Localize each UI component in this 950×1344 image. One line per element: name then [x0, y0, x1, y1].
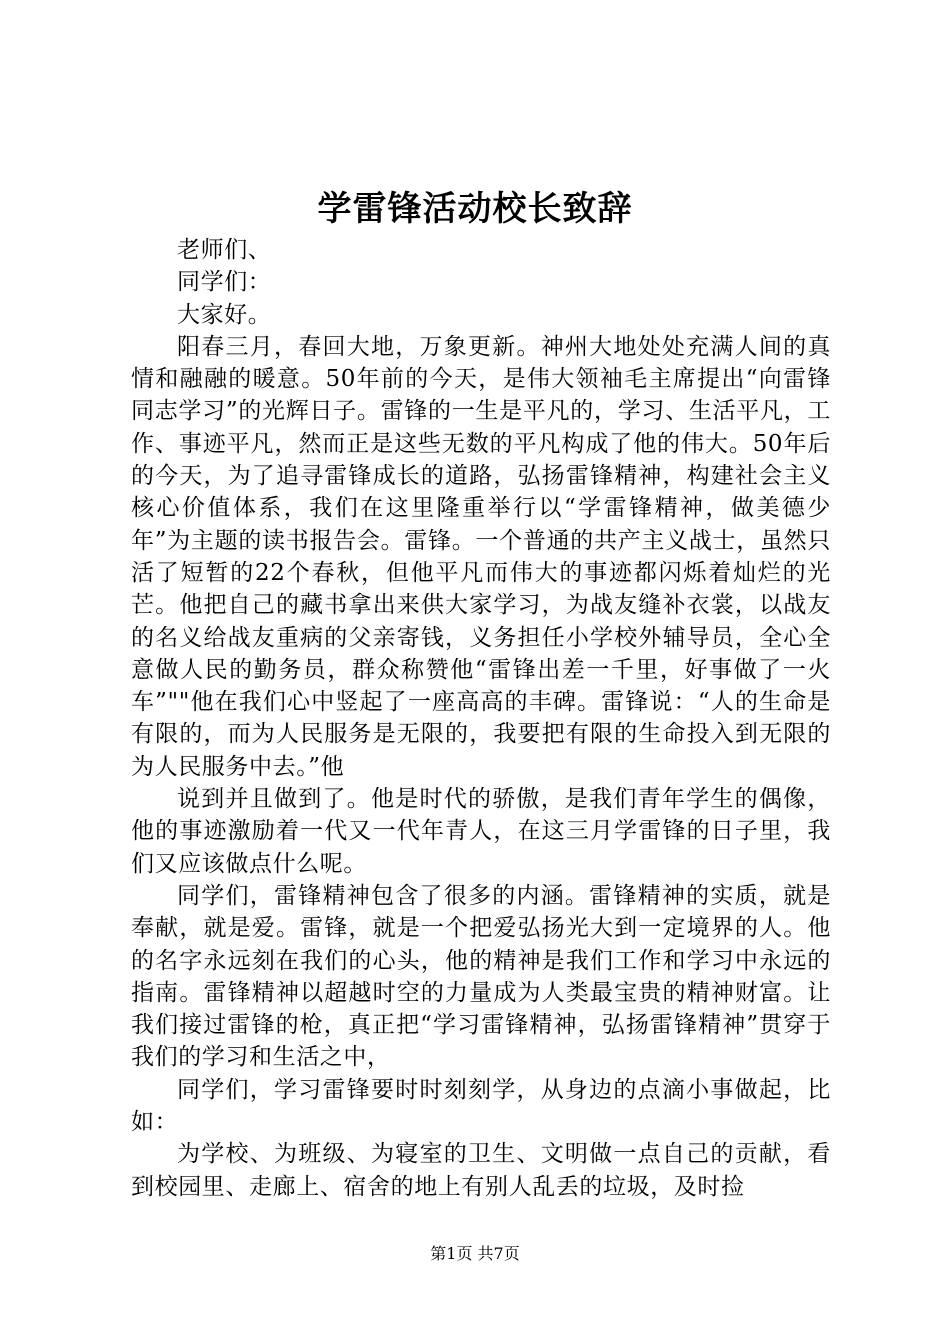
salutation-teachers: 老师们、 [177, 237, 272, 263]
document-title: 学雷锋活动校长致辞 [317, 189, 633, 229]
salutation-students: 同学们： [177, 269, 272, 296]
greeting: 大家好。 [177, 301, 272, 328]
body-paragraph: 说到并且做到了。他是时代的骄傲，是我们青年学生的偶像，他的事迹激励着一代又一代年青人，在这三月学雷锋的日子里，我们又应该做点什么呢。 [131, 786, 831, 877]
body-paragraph: 阳春三月，春回大地，万象更新。神州大地处处充满人间的真情和融融的暖意。50年前的今天，是伟大领袖毛主席提出“向雷锋同志学习”的光辉日子。雷锋的一生是平凡的，学习、生活平凡，工作、事迹平凡，然而正是这些无数的平凡构成了他的伟大。50年后的今天，为了追寻雷锋成长的道路，弘扬雷锋精神，构建社会主义核心价值体系，我们在这里隆重举行以“学雷锋精神，做美德少年”为主题的读书报告会。雷锋。一个普通的共产主义战士，虽然只活了短暂的22个春秋，但他平凡而伟大的事迹都闪烁着灿烂的光芒。他把自己的藏书拿出来供大家学习，为战友缝补衣裳，以战友的名义给战友重病的父亲寄钱，义务担任小学校外辅导员，全心全意做人民的勤务员，群众称赞他“雷锋出差一千里，好事做了一火车”""他在我们心中竖起了一座高高的丰碑。雷锋说：“人的生命是有限的，而为人民服务是无限的，我要把有限的生命投入到无限的为人民服务中去。”他 [131, 333, 831, 780]
document-body [131, 234, 831, 1203]
body-paragraph: 为学校、为班级、为寝室的卫生、文明做一点自己的贡献，看到校园里、走廊上、宿舍的地上有别人乱丢的垃圾，及时捡 [131, 1141, 831, 1200]
body-paragraph: 同学们，学习雷锋要时时刻刻学，从身边的点滴小事做起，比如： [131, 1076, 831, 1136]
page-number-footer: 第1页 共7页 [430, 1244, 520, 1263]
body-paragraph: 同学们，雷锋精神包含了很多的内涵。雷锋精神的实质，就是奉献，就是爱。雷锋，就是一个把爱弘扬光大到一定境界的人。他的名字永远刻在我们的心头，他的精神是我们工作和学习中永远的指南。雷锋精神以超越时空的力量成为人类最宝贵的精神财富。让我们接过雷锋的枪，真正把“学习雷锋精神，弘扬雷锋精神”贯穿于我们的学习和生活之中， [131, 882, 831, 1071]
